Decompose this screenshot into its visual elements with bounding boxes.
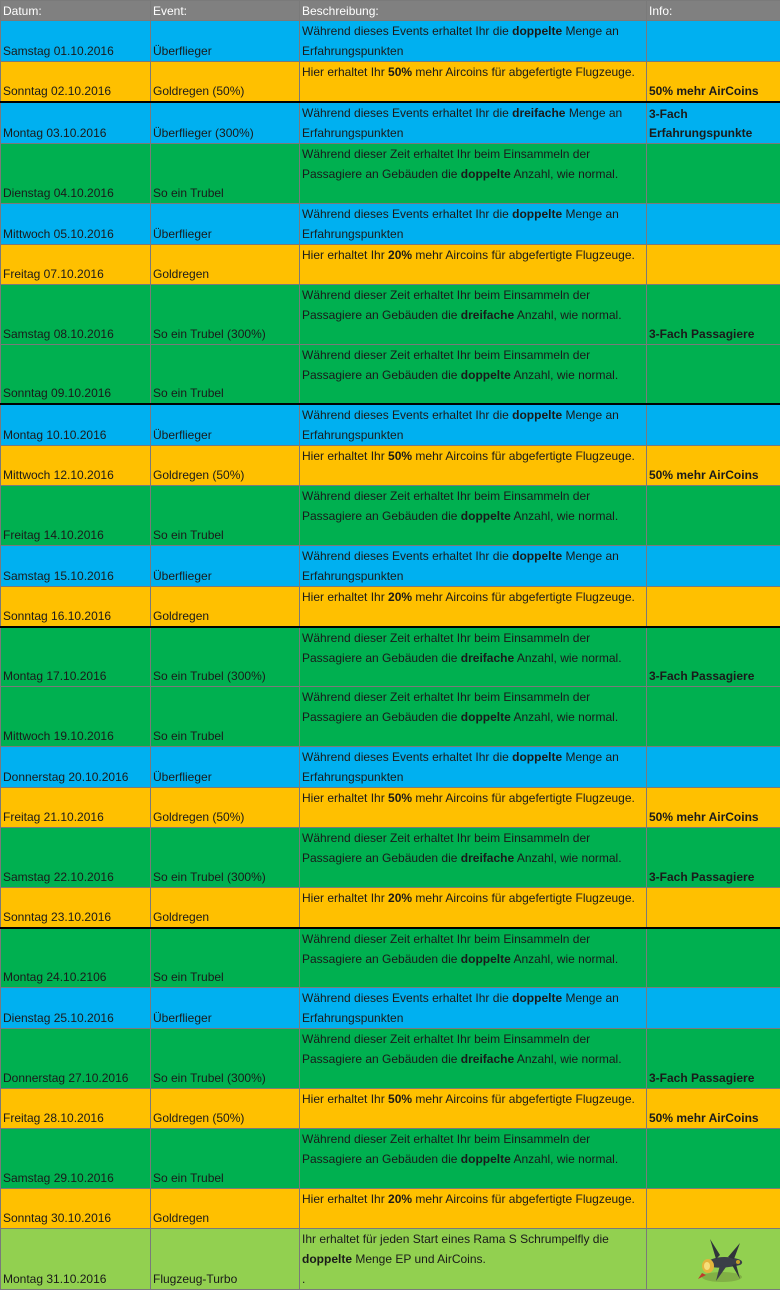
row-info: 3-Fach Passagiere bbox=[647, 627, 780, 687]
description-text: Anzahl, wie normal. bbox=[510, 710, 619, 724]
row-event: Goldregen bbox=[151, 1189, 300, 1229]
description-text: Hier erhaltet Ihr bbox=[302, 247, 389, 262]
row-event: Flugzeug-Turbo bbox=[151, 1229, 300, 1290]
row-info: 3-Fach Erfahrungspunkte bbox=[647, 102, 780, 144]
description-highlight: 20% bbox=[388, 590, 413, 604]
table-row bbox=[1, 928, 780, 988]
row-date: Samstag 29.10.2016 bbox=[1, 1129, 151, 1189]
row-event: Überflieger (300%) bbox=[151, 102, 300, 144]
description-text: Anzahl, wie normal. bbox=[514, 307, 622, 322]
row-event: Überflieger bbox=[151, 546, 300, 587]
description-text: mehr Aircoins für abgefertigte Flugzeuge. bbox=[412, 1192, 635, 1206]
row-description bbox=[300, 1189, 647, 1229]
description-text: Während dieser Zeit erhaltet Ihr beim Einsammeln der Passagiere an Gebäuden die bbox=[302, 630, 591, 665]
row-event: So ein Trubel (300%) bbox=[151, 1029, 300, 1089]
row-description bbox=[300, 828, 647, 888]
description-text: Während dieser Zeit erhaltet Ihr beim Einsammeln der Passagiere an Gebäuden die bbox=[302, 489, 591, 523]
row-event: So ein Trubel bbox=[151, 486, 300, 546]
row-date: Sonntag 23.10.2016 bbox=[1, 888, 151, 928]
table-row bbox=[1, 284, 780, 344]
table-row bbox=[1, 627, 780, 687]
description-text: . bbox=[302, 1272, 306, 1286]
description-highlight: doppelte bbox=[460, 509, 511, 523]
table-row bbox=[1, 21, 780, 62]
description-text: Ihr erhaltet für jeden Start eines Rama S Schrumpelfly die bbox=[302, 1232, 609, 1246]
table-row bbox=[1, 828, 780, 888]
table-row bbox=[1, 1189, 780, 1229]
description-text: Während dieses Events erhaltet Ihr die bbox=[302, 750, 513, 764]
row-date: Freitag 07.10.2016 bbox=[1, 244, 151, 284]
row-event: So ein Trubel (300%) bbox=[151, 828, 300, 888]
row-info bbox=[647, 747, 780, 788]
description-highlight: doppelte bbox=[512, 549, 563, 563]
description-highlight: dreifache bbox=[460, 307, 515, 322]
header-description: Beschreibung: bbox=[300, 1, 647, 21]
row-description bbox=[300, 21, 647, 62]
table-row bbox=[1, 446, 780, 486]
table-row bbox=[1, 788, 780, 828]
table-row bbox=[1, 1129, 780, 1189]
table-row bbox=[1, 687, 780, 747]
description-text: Menge an Erfahrungspunkten bbox=[302, 24, 619, 58]
row-info bbox=[647, 1129, 780, 1189]
table-row bbox=[1, 486, 780, 546]
row-description bbox=[300, 284, 647, 344]
description-highlight: dreifache bbox=[460, 1052, 515, 1066]
description-text: Während dieser Zeit erhaltet Ihr beim Einsammeln der Passagiere an Gebäuden die bbox=[302, 1032, 591, 1066]
row-event: So ein Trubel (300%) bbox=[151, 284, 300, 344]
description-text: Hier erhaltet Ihr bbox=[302, 1092, 389, 1106]
description-highlight: dreifache bbox=[460, 650, 515, 665]
description-text: Während dieser Zeit erhaltet Ihr beim Einsammeln der Passagiere an Gebäuden die bbox=[302, 287, 591, 322]
row-info bbox=[647, 21, 780, 62]
row-date: Dienstag 25.10.2016 bbox=[1, 988, 151, 1029]
row-date: Samstag 22.10.2016 bbox=[1, 828, 151, 888]
description-highlight: doppelte bbox=[512, 991, 563, 1005]
row-info bbox=[647, 344, 780, 404]
row-date: Freitag 21.10.2016 bbox=[1, 788, 151, 828]
row-info: 50% mehr AirCoins bbox=[647, 446, 780, 486]
row-event: Überflieger bbox=[151, 203, 300, 244]
row-date: Samstag 15.10.2016 bbox=[1, 546, 151, 587]
description-text: Hier erhaltet Ihr bbox=[302, 791, 389, 805]
row-description bbox=[300, 546, 647, 587]
row-event: Goldregen bbox=[151, 888, 300, 928]
row-info bbox=[647, 486, 780, 546]
plane-icon bbox=[694, 1235, 750, 1285]
row-description bbox=[300, 244, 647, 284]
description-highlight: doppelte bbox=[460, 1152, 511, 1166]
row-info: 3-Fach Passagiere bbox=[647, 828, 780, 888]
row-date: Samstag 08.10.2016 bbox=[1, 284, 151, 344]
row-date: Dienstag 04.10.2016 bbox=[1, 143, 151, 203]
description-text: Menge an Erfahrungspunkten bbox=[302, 105, 623, 140]
table-row bbox=[1, 244, 780, 284]
description-highlight: 50% bbox=[388, 449, 413, 463]
row-info: 50% mehr AirCoins bbox=[647, 788, 780, 828]
row-event: Goldregen (50%) bbox=[151, 788, 300, 828]
row-info: 50% mehr AirCoins bbox=[647, 62, 780, 102]
row-info bbox=[647, 687, 780, 747]
row-event: Überflieger bbox=[151, 988, 300, 1029]
description-text: Anzahl, wie normal. bbox=[510, 1152, 619, 1166]
row-date: Donnerstag 27.10.2016 bbox=[1, 1029, 151, 1089]
description-highlight: doppelte bbox=[460, 367, 511, 382]
description-text: Menge EP und AirCoins. bbox=[352, 1252, 486, 1266]
row-info bbox=[647, 546, 780, 587]
description-text: Hier erhaltet Ihr bbox=[302, 449, 389, 463]
description-text: Während dieser Zeit erhaltet Ihr beim Einsammeln der Passagiere an Gebäuden die bbox=[302, 347, 591, 382]
row-info bbox=[647, 404, 780, 446]
row-date: Donnerstag 20.10.2016 bbox=[1, 747, 151, 788]
row-event: Goldregen (50%) bbox=[151, 1089, 300, 1129]
row-description bbox=[300, 627, 647, 687]
description-text: Während dieses Events erhaltet Ihr die bbox=[302, 408, 513, 422]
row-event: Goldregen (50%) bbox=[151, 446, 300, 486]
row-info bbox=[647, 587, 780, 627]
description-text: mehr Aircoins für abgefertigte Flugzeuge. bbox=[412, 247, 635, 262]
description-highlight: doppelte bbox=[512, 750, 563, 764]
description-highlight: doppelte bbox=[512, 408, 563, 422]
description-text: Während dieser Zeit erhaltet Ihr beim Einsammeln der Passagiere an Gebäuden die bbox=[302, 1132, 591, 1166]
row-date: Freitag 28.10.2016 bbox=[1, 1089, 151, 1129]
row-event: Überflieger bbox=[151, 21, 300, 62]
row-description bbox=[300, 143, 647, 203]
row-date: Mittwoch 12.10.2016 bbox=[1, 446, 151, 486]
description-text: Menge an Erfahrungspunkten bbox=[302, 408, 619, 442]
row-event: Goldregen bbox=[151, 587, 300, 627]
row-info bbox=[647, 988, 780, 1029]
row-date: Montag 03.10.2016 bbox=[1, 102, 151, 144]
table-row bbox=[1, 143, 780, 203]
description-text: Menge an Erfahrungspunkten bbox=[302, 206, 619, 241]
table-row bbox=[1, 344, 780, 404]
row-info bbox=[647, 203, 780, 244]
row-event: So ein Trubel bbox=[151, 687, 300, 747]
description-text: Hier erhaltet Ihr bbox=[302, 891, 389, 905]
row-description bbox=[300, 587, 647, 627]
description-highlight: doppelte bbox=[460, 710, 511, 724]
row-date: Mittwoch 05.10.2016 bbox=[1, 203, 151, 244]
description-highlight: doppelte bbox=[460, 951, 511, 966]
row-info: 3-Fach Passagiere bbox=[647, 1029, 780, 1089]
row-info bbox=[647, 1229, 780, 1290]
row-info bbox=[647, 244, 780, 284]
row-date: Sonntag 30.10.2016 bbox=[1, 1189, 151, 1229]
description-text: Anzahl, wie normal. bbox=[514, 1052, 622, 1066]
description-text: Während dieses Events erhaltet Ihr die bbox=[302, 105, 513, 120]
row-event: Goldregen (50%) bbox=[151, 62, 300, 102]
description-text: mehr Aircoins für abgefertigte Flugzeuge. bbox=[412, 891, 635, 905]
row-description bbox=[300, 1089, 647, 1129]
row-description bbox=[300, 687, 647, 747]
row-info: 3-Fach Passagiere bbox=[647, 284, 780, 344]
table-row bbox=[1, 747, 780, 788]
row-date: Mittwoch 19.10.2016 bbox=[1, 687, 151, 747]
row-date: Samstag 01.10.2016 bbox=[1, 21, 151, 62]
description-text: Anzahl, wie normal. bbox=[510, 509, 619, 523]
table-row bbox=[1, 1229, 780, 1290]
row-description bbox=[300, 62, 647, 102]
row-date: Montag 10.10.2016 bbox=[1, 404, 151, 446]
description-highlight: 20% bbox=[388, 247, 413, 262]
row-description bbox=[300, 988, 647, 1029]
description-highlight: dreifache bbox=[460, 851, 515, 865]
table-row bbox=[1, 62, 780, 102]
table-row bbox=[1, 587, 780, 627]
description-text: Menge an Erfahrungspunkten bbox=[302, 549, 619, 583]
description-text: Anzahl, wie normal. bbox=[510, 951, 619, 966]
row-event: Überflieger bbox=[151, 747, 300, 788]
table-row bbox=[1, 404, 780, 446]
row-description bbox=[300, 404, 647, 446]
row-date: Montag 17.10.2016 bbox=[1, 627, 151, 687]
row-date: Montag 24.10.2106 bbox=[1, 928, 151, 988]
description-text: mehr Aircoins für abgefertigte Flugzeuge. bbox=[412, 590, 635, 604]
table-row bbox=[1, 102, 780, 144]
row-description bbox=[300, 747, 647, 788]
table-row bbox=[1, 1029, 780, 1089]
description-text: mehr Aircoins für abgefertigte Flugzeuge. bbox=[412, 1092, 635, 1106]
description-highlight: doppelte bbox=[460, 166, 511, 181]
description-text: Anzahl, wie normal. bbox=[510, 367, 619, 382]
description-text: Hier erhaltet Ihr bbox=[302, 65, 389, 79]
row-description bbox=[300, 928, 647, 988]
row-event: So ein Trubel bbox=[151, 143, 300, 203]
row-event: So ein Trubel bbox=[151, 344, 300, 404]
row-event: So ein Trubel bbox=[151, 928, 300, 988]
description-highlight: dreifache bbox=[512, 105, 566, 120]
row-date: Freitag 14.10.2016 bbox=[1, 486, 151, 546]
description-text: Anzahl, wie normal. bbox=[514, 650, 622, 665]
row-description bbox=[300, 1129, 647, 1189]
description-highlight: 50% bbox=[388, 1092, 413, 1106]
row-info bbox=[647, 928, 780, 988]
description-highlight: 50% bbox=[388, 791, 413, 805]
description-highlight: 20% bbox=[388, 891, 413, 905]
row-description bbox=[300, 1029, 647, 1089]
row-description bbox=[300, 446, 647, 486]
event-rows bbox=[1, 21, 780, 1290]
table-row bbox=[1, 1089, 780, 1129]
row-date: Sonntag 02.10.2016 bbox=[1, 62, 151, 102]
table-row bbox=[1, 988, 780, 1029]
description-text: Hier erhaltet Ihr bbox=[302, 1192, 389, 1206]
row-description bbox=[300, 102, 647, 144]
description-highlight: doppelte bbox=[302, 1252, 352, 1266]
description-highlight: doppelte bbox=[512, 206, 563, 221]
description-text: Während dieses Events erhaltet Ihr die bbox=[302, 991, 513, 1005]
table-row bbox=[1, 546, 780, 587]
description-text: Menge an Erfahrungspunkten bbox=[302, 750, 619, 784]
row-event: So ein Trubel (300%) bbox=[151, 627, 300, 687]
row-description bbox=[300, 486, 647, 546]
table-row bbox=[1, 203, 780, 244]
header-event: Event: bbox=[151, 1, 300, 21]
description-text: Menge an Erfahrungspunkten bbox=[302, 991, 619, 1025]
description-text: Anzahl, wie normal. bbox=[514, 851, 622, 865]
row-date: Sonntag 16.10.2016 bbox=[1, 587, 151, 627]
description-text: Während dieses Events erhaltet Ihr die bbox=[302, 24, 513, 38]
table-row bbox=[1, 888, 780, 928]
row-date: Sonntag 09.10.2016 bbox=[1, 344, 151, 404]
header-row bbox=[1, 1, 780, 21]
row-description bbox=[300, 888, 647, 928]
description-text: mehr Aircoins für abgefertigte Flugzeuge. bbox=[412, 791, 635, 805]
row-info bbox=[647, 143, 780, 203]
row-event: So ein Trubel bbox=[151, 1129, 300, 1189]
row-info bbox=[647, 888, 780, 928]
description-text: Während dieser Zeit erhaltet Ihr beim Einsammeln der Passagiere an Gebäuden die bbox=[302, 690, 591, 724]
row-description bbox=[300, 1229, 647, 1290]
description-text: Während dieser Zeit erhaltet Ihr beim Einsammeln der Passagiere an Gebäuden die bbox=[302, 831, 591, 865]
row-description bbox=[300, 788, 647, 828]
row-event: Überflieger bbox=[151, 404, 300, 446]
row-description bbox=[300, 344, 647, 404]
description-highlight: 20% bbox=[388, 1192, 413, 1206]
description-highlight: 50% bbox=[388, 65, 413, 79]
description-highlight: doppelte bbox=[512, 24, 563, 38]
description-text: Während dieses Events erhaltet Ihr die bbox=[302, 206, 513, 221]
description-text: mehr Aircoins für abgefertigte Flugzeuge. bbox=[412, 65, 635, 79]
description-text: Hier erhaltet Ihr bbox=[302, 590, 389, 604]
header-info: Info: bbox=[647, 1, 780, 21]
description-text: Anzahl, wie normal. bbox=[510, 166, 619, 181]
description-text: mehr Aircoins für abgefertigte Flugzeuge. bbox=[412, 449, 635, 463]
row-description bbox=[300, 203, 647, 244]
description-text: Während dieses Events erhaltet Ihr die bbox=[302, 549, 513, 563]
description-text: Während dieser Zeit erhaltet Ihr beim Einsammeln der Passagiere an Gebäuden die bbox=[302, 146, 591, 181]
row-event: Goldregen bbox=[151, 244, 300, 284]
row-info bbox=[647, 1189, 780, 1229]
row-info: 50% mehr AirCoins bbox=[647, 1089, 780, 1129]
header-date: Datum: bbox=[1, 1, 151, 21]
description-text: Während dieser Zeit erhaltet Ihr beim Einsammeln der Passagiere an Gebäuden die bbox=[302, 931, 591, 966]
row-date: Montag 31.10.2016 bbox=[1, 1229, 151, 1290]
